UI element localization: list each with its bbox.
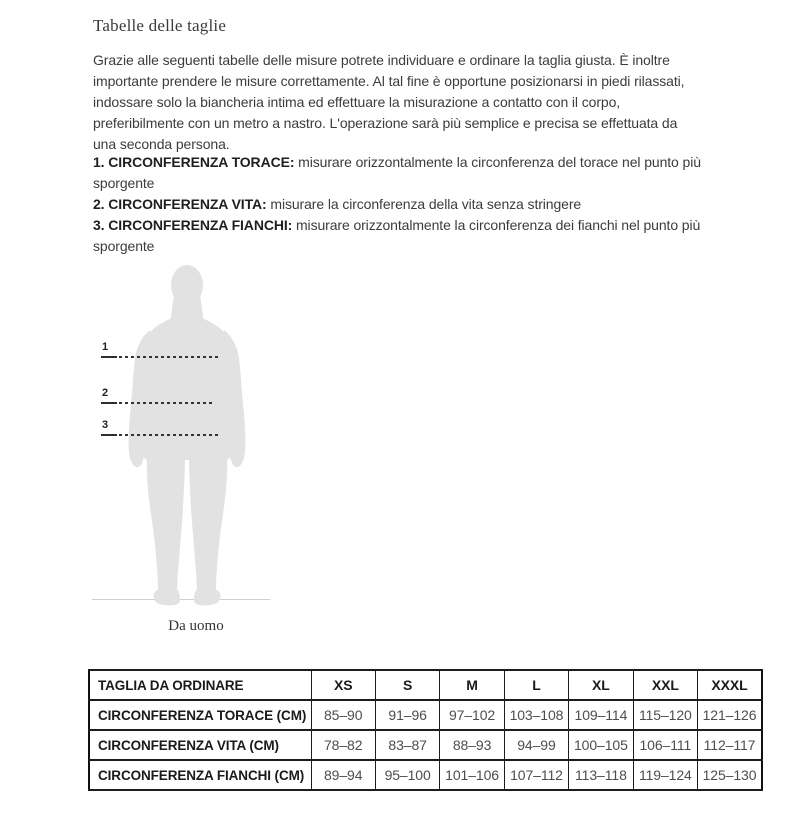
- table-header-row: [89, 670, 762, 700]
- row-label: CIRCONFERENZA VITA (CM): [89, 730, 311, 760]
- header-cell-s: S: [375, 670, 439, 700]
- measure-dashed-line: [101, 434, 221, 436]
- measure-line-waist: [101, 387, 215, 404]
- page-title: Tabelle delle taglie: [93, 16, 227, 35]
- cell-value: 119–124: [633, 760, 697, 790]
- cell-value: 107–112: [504, 760, 568, 790]
- cell-value: 88–93: [440, 730, 504, 760]
- instruction-label: 2. CIRCONFERENZA VITA:: [93, 196, 267, 212]
- measure-solid-underline: [101, 434, 117, 436]
- measure-number-3: 3: [102, 419, 109, 431]
- measure-line-hips: [101, 419, 221, 436]
- header-cell-xxxl: XXXL: [698, 670, 762, 700]
- measure-number-2: 2: [102, 387, 109, 399]
- cell-value: 94–99: [504, 730, 568, 760]
- row-label: CIRCONFERENZA FIANCHI (CM): [89, 760, 311, 790]
- header-cell-m: M: [440, 670, 504, 700]
- cell-value: 115–120: [633, 700, 697, 730]
- cell-value: 113–118: [569, 760, 633, 790]
- male-silhouette-icon: [88, 262, 320, 612]
- cell-value: 125–130: [698, 760, 762, 790]
- table-row-torace: [89, 700, 762, 730]
- measure-dashed-line: [101, 402, 215, 404]
- measure-dashed-line: [101, 356, 221, 358]
- cell-value: 109–114: [569, 700, 633, 730]
- header-cell-xs: XS: [311, 670, 375, 700]
- cell-value: 101–106: [440, 760, 504, 790]
- cell-value: 112–117: [698, 730, 762, 760]
- instruction-label: 3. CIRCONFERENZA FIANCHI:: [93, 217, 293, 233]
- instruction-label: 1. CIRCONFERENZA TORACE:: [93, 154, 295, 170]
- measure-number-1: 1: [102, 341, 109, 353]
- cell-value: 121–126: [698, 700, 762, 730]
- table-row-vita: [89, 730, 762, 760]
- size-table: [88, 669, 763, 791]
- header-cell-xl: XL: [569, 670, 633, 700]
- header-cell-taglia: TAGLIA DA ORDINARE: [89, 670, 311, 700]
- cell-value: 78–82: [311, 730, 375, 760]
- intro-paragraph: Grazie alle seguenti tabelle delle misure potrete individuare e ordinare la taglia giusta. È inoltre importante prendere le misure correttamente. Al tal fine è opportune posizionarsi in piedi rilassati, indossare solo la biancheria intima ed effettuare la misurazione a contatto con il corpo, preferibilmente con un metro a nastro. L'operazione sarà più semplice e precisa se effettuata da una seconda persona.: [93, 52, 685, 152]
- table-row-fianchi: [89, 760, 762, 790]
- cell-value: 106–111: [633, 730, 697, 760]
- instruction-text: misurare orizzontalmente la circonferenza dei fianchi nel punto più sporgente: [93, 217, 701, 254]
- row-label: CIRCONFERENZA TORACE (CM): [89, 700, 311, 730]
- instruction-text: misurare la circonferenza della vita senza stringere: [266, 196, 582, 212]
- measure-solid-underline: [101, 356, 117, 358]
- figure-caption: Da uomo: [168, 618, 224, 634]
- cell-value: 85–90: [311, 700, 375, 730]
- cell-value: 100–105: [569, 730, 633, 760]
- cell-value: 91–96: [375, 700, 439, 730]
- measure-line-chest: [101, 341, 221, 358]
- cell-value: 83–87: [375, 730, 439, 760]
- cell-value: 97–102: [440, 700, 504, 730]
- header-cell-xxl: XXL: [633, 670, 697, 700]
- cell-value: 103–108: [504, 700, 568, 730]
- header-cell-l: L: [504, 670, 568, 700]
- measure-solid-underline: [101, 402, 117, 404]
- cell-value: 95–100: [375, 760, 439, 790]
- cell-value: 89–94: [311, 760, 375, 790]
- instruction-text: misurare orizzontalmente la circonferenza del torace nel punto più sporgente: [93, 154, 701, 191]
